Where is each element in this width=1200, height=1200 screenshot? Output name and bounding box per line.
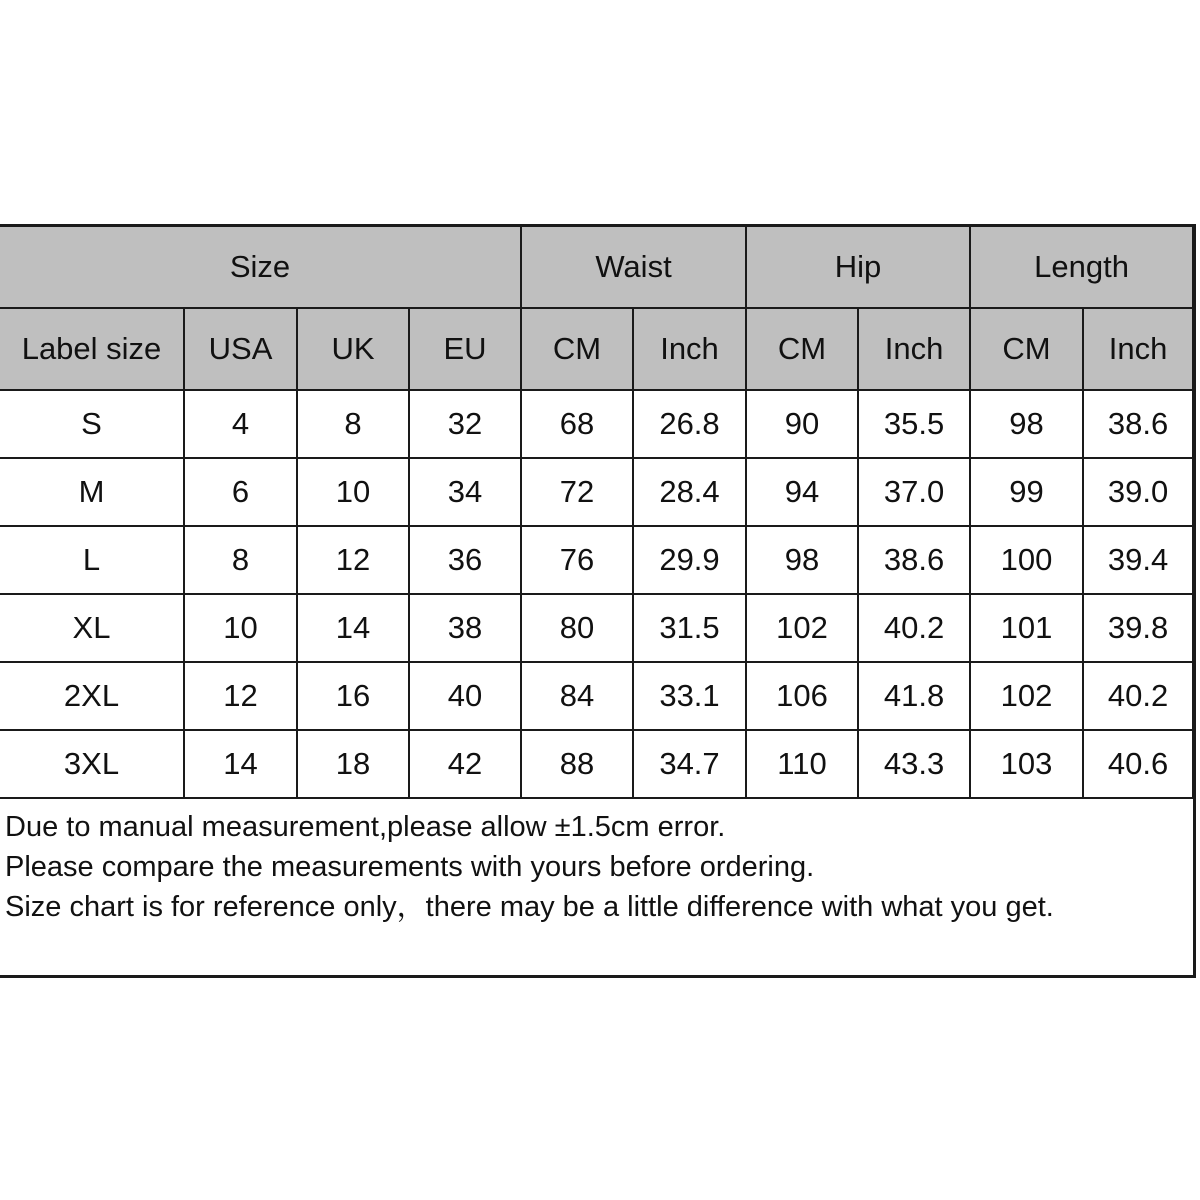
cell-label-size: 2XL	[0, 662, 184, 730]
cell-hip-inch: 38.6	[858, 526, 970, 594]
cell-eu: 40	[409, 662, 521, 730]
cell-label-size: XL	[0, 594, 184, 662]
table-row	[0, 458, 1193, 526]
cell-waist-inch: 29.9	[633, 526, 746, 594]
cell-hip-inch: 41.8	[858, 662, 970, 730]
header-uk: UK	[297, 308, 409, 390]
size-chart-table	[0, 227, 1194, 799]
note-line: Due to manual measurement,please allow ±1.5cm error.	[5, 811, 726, 843]
cell-usa: 8	[184, 526, 297, 594]
cell-hip-cm: 110	[746, 730, 858, 798]
cell-uk: 12	[297, 526, 409, 594]
header-usa: USA	[184, 308, 297, 390]
note-line: Please compare the measurements with yours before ordering.	[5, 851, 815, 883]
cell-length-inch: 39.8	[1083, 594, 1193, 662]
cell-hip-inch: 37.0	[858, 458, 970, 526]
cell-hip-cm: 94	[746, 458, 858, 526]
cell-length-cm: 100	[970, 526, 1083, 594]
cell-waist-cm: 88	[521, 730, 633, 798]
note-line: Size chart is for reference only，there may be a little difference with what you get.	[5, 891, 1054, 923]
header-label-size: Label size	[0, 308, 184, 390]
cell-uk: 8	[297, 390, 409, 458]
cell-length-cm: 103	[970, 730, 1083, 798]
header-length-cm: CM	[970, 308, 1083, 390]
group-header-hip: Hip	[746, 227, 970, 308]
cell-uk: 16	[297, 662, 409, 730]
cell-length-cm: 98	[970, 390, 1083, 458]
cell-waist-inch: 26.8	[633, 390, 746, 458]
cell-length-inch: 38.6	[1083, 390, 1193, 458]
header-hip-cm: CM	[746, 308, 858, 390]
cell-label-size: S	[0, 390, 184, 458]
cell-length-cm: 99	[970, 458, 1083, 526]
cell-hip-inch: 43.3	[858, 730, 970, 798]
cell-eu: 36	[409, 526, 521, 594]
cell-waist-cm: 68	[521, 390, 633, 458]
cell-hip-cm: 102	[746, 594, 858, 662]
table-row	[0, 594, 1193, 662]
size-chart	[0, 224, 1196, 978]
header-eu: EU	[409, 308, 521, 390]
cell-waist-cm: 72	[521, 458, 633, 526]
measurement-notes	[0, 799, 1193, 927]
cell-hip-inch: 40.2	[858, 594, 970, 662]
cell-label-size: L	[0, 526, 184, 594]
cell-length-inch: 39.0	[1083, 458, 1193, 526]
cell-waist-inch: 31.5	[633, 594, 746, 662]
cell-length-inch: 40.6	[1083, 730, 1193, 798]
cell-length-inch: 40.2	[1083, 662, 1193, 730]
cell-usa: 14	[184, 730, 297, 798]
cell-waist-cm: 76	[521, 526, 633, 594]
cell-usa: 10	[184, 594, 297, 662]
header-waist-inch: Inch	[633, 308, 746, 390]
table-row	[0, 390, 1193, 458]
cell-hip-cm: 90	[746, 390, 858, 458]
cell-eu: 32	[409, 390, 521, 458]
cell-usa: 6	[184, 458, 297, 526]
cell-uk: 14	[297, 594, 409, 662]
cell-usa: 4	[184, 390, 297, 458]
group-header-size: Size	[0, 227, 521, 308]
cell-label-size: 3XL	[0, 730, 184, 798]
header-waist-cm: CM	[521, 308, 633, 390]
cell-hip-inch: 35.5	[858, 390, 970, 458]
group-header-length: Length	[970, 227, 1193, 308]
cell-usa: 12	[184, 662, 297, 730]
cell-hip-cm: 98	[746, 526, 858, 594]
cell-waist-inch: 33.1	[633, 662, 746, 730]
cell-uk: 18	[297, 730, 409, 798]
unit-header-row	[0, 308, 1193, 390]
cell-uk: 10	[297, 458, 409, 526]
cell-hip-cm: 106	[746, 662, 858, 730]
group-header-row	[0, 227, 1193, 308]
cell-waist-cm: 80	[521, 594, 633, 662]
cell-eu: 38	[409, 594, 521, 662]
cell-label-size: M	[0, 458, 184, 526]
group-header-waist: Waist	[521, 227, 746, 308]
header-length-inch: Inch	[1083, 308, 1193, 390]
cell-waist-cm: 84	[521, 662, 633, 730]
cell-eu: 34	[409, 458, 521, 526]
cell-eu: 42	[409, 730, 521, 798]
header-hip-inch: Inch	[858, 308, 970, 390]
table-row	[0, 526, 1193, 594]
cell-length-cm: 101	[970, 594, 1083, 662]
cell-waist-inch: 28.4	[633, 458, 746, 526]
cell-length-cm: 102	[970, 662, 1083, 730]
table-row	[0, 730, 1193, 798]
table-row	[0, 662, 1193, 730]
cell-waist-inch: 34.7	[633, 730, 746, 798]
cell-length-inch: 39.4	[1083, 526, 1193, 594]
